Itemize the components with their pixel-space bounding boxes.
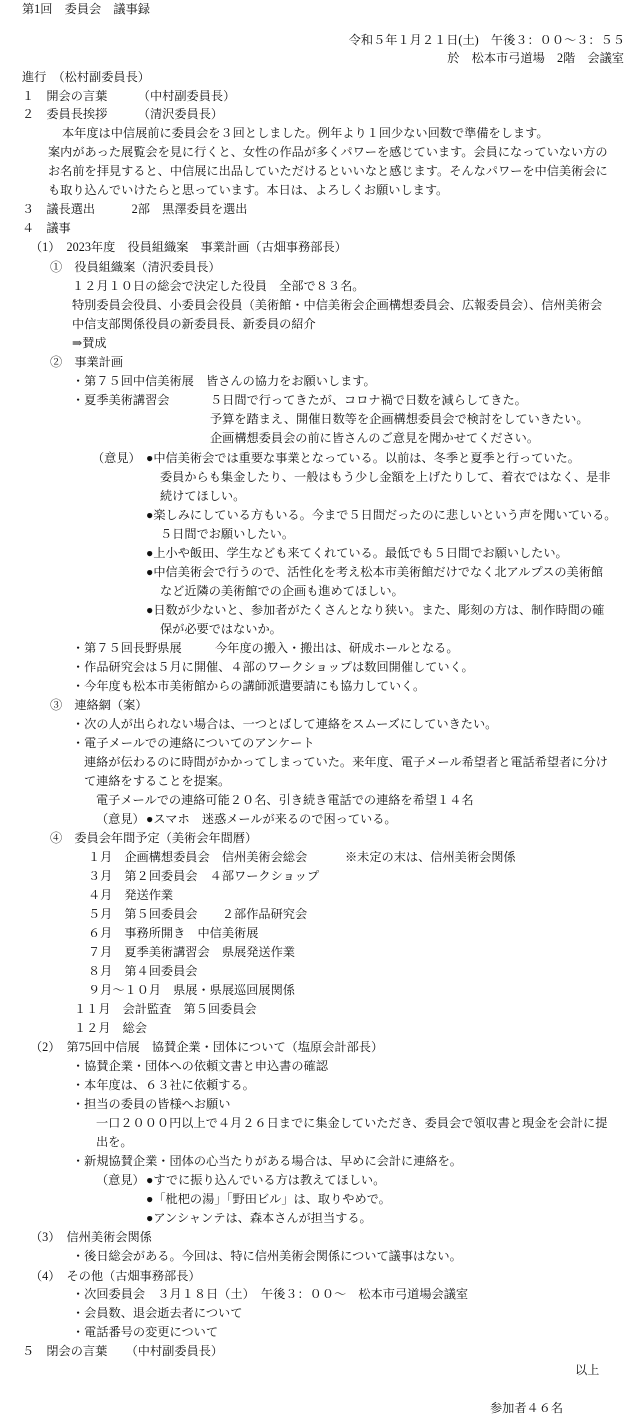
contact-line: ・次の人が出られない場合は、一つとばして連絡をスムーズにしていきたい。: [72, 717, 498, 731]
prefecture-exhibition-text: 今年度の搬入・搬出は、研成ホールとなる。: [215, 641, 459, 655]
officers-approval: ⇒賛成: [72, 336, 107, 350]
sponsor-opinion-label: （意見）: [96, 1173, 145, 1187]
plan-opinion-cont: 続けてほしい。: [160, 489, 246, 503]
calendar-row: [74, 1021, 147, 1035]
calendar-events: 県展・県展巡回展関係: [173, 983, 295, 997]
other-line: ・次回委員会 ３月１８日（土） 午後３：００～ 松本市弓道場会議室: [72, 1287, 469, 1301]
contact-opinion-label: （意見）: [96, 812, 145, 826]
sponsor-new-line: ・新規協賛企業・団体の心当たりがある場合は、早めに会計に連絡を。: [72, 1154, 462, 1168]
greeting-line: お名前を拝見すると、中信展に出品していただけるといいなと感じます。そんなパワーを中信美術会に: [48, 164, 608, 178]
plan-exhibition: ・第７５回中信美術展 皆さんの協力をお願いします。: [72, 374, 376, 388]
contact-survey-line: 連絡が伝わるのに時間がかかってしまっていた。来年度、電子メール希望者と電話希望者に分け: [84, 755, 608, 769]
plan-opinion-cont: 保が必要ではないか。: [160, 622, 282, 636]
plan-line: ・作品研究会は５月に開催、４部のワークショップは数回開催していく。: [72, 660, 474, 674]
calendar-events: 夏季美術講習会 県展発送作業: [124, 945, 295, 959]
association-line: ・後日総会がある。今回は、特に信州美術会関係について議事はない。: [72, 1249, 462, 1263]
calendar-month: １１月: [74, 1002, 111, 1016]
agenda-part2-heading: （2） 第75回中信展 協賛企業・団体について（塩原会計部長）: [30, 1040, 384, 1054]
calendar-events: 第２回委員会 ４部ワークショップ: [124, 869, 320, 883]
officers-heading: ① 役員組織案（清沢委員長）: [50, 260, 221, 274]
plan-opinion: ●日数が少ないと、参加者がたくさんとなり狭い。また、彫刻の方は、制作時間の確: [146, 603, 605, 617]
calendar-month: ７月: [88, 945, 113, 959]
plan-line: ・今年度も松本市美術館からの講師派遣要請にも協力していく。: [72, 679, 426, 693]
contact-line: ・電子メールでの連絡についてのアンケート: [72, 736, 315, 750]
calendar-row: [88, 869, 319, 883]
calendar-events: 会計監査 第５回委員会: [122, 1002, 257, 1016]
calendar-month: ３月: [88, 869, 113, 883]
plan-opinion-cont: など近隣の美術館での企画も進めてほしい。: [160, 584, 404, 598]
officers-line: 中信支部関係役員の新委員長、新委員の紹介: [72, 317, 316, 331]
plan-opinion-cont: ５日間でお願いしたい。: [160, 527, 295, 541]
meeting-date: 令和５年１月２１日(土) 午後３：００～３：５５: [348, 33, 625, 47]
sponsor-request-line: 一口２０００円以上で４月２６日までに集金していただき、委員会で領収書と現金を会計に提: [96, 1116, 608, 1130]
plan-opinion: ●中信美術会で行うので、活性化を考え松本市美術館だけでなく北アルプスの美術館: [146, 565, 604, 579]
document-title: 第1回 委員会 議事録: [22, 2, 150, 16]
calendar-events: 第５回委員会 ２部作品研究会: [124, 907, 308, 921]
greeting-heading: ２ 委員長挨拶 （清沢委員長）: [22, 107, 224, 121]
plan-opinion: ●上小や飯田、学生なども来てくれている。最低でも５日間でお願いしたい。: [146, 546, 568, 560]
other-line: ・会員数、退会逝去者について: [72, 1306, 243, 1320]
contact-opinion: ●スマホ 迷惑メールが来るので困っている。: [146, 812, 397, 826]
sponsor-request-line: 出を。: [96, 1135, 133, 1149]
contact-survey-result: 電子メールでの連絡可能２０名、引き続き電話での連絡を希望１４名: [96, 793, 474, 807]
facilitator: 進行 （松村副委員長）: [22, 70, 150, 84]
calendar-note: ※未定の末は、信州美術会関係: [345, 850, 516, 864]
attendee-count: 参加者４６名: [490, 1401, 564, 1415]
calendar-month: ４月: [88, 888, 113, 902]
end-mark: 以上: [575, 1363, 600, 1377]
calendar-events: 第４回委員会: [124, 964, 198, 978]
contact-heading: ③ 連絡網（案）: [50, 698, 148, 712]
sponsor-line: ・本年度は、６３社に依頼する。: [72, 1078, 255, 1092]
plan-opinion: ●楽しみにしている方もいる。今まで５日間だったのに悲しいという声を聞いている。: [146, 508, 617, 522]
calendar-row: [88, 907, 307, 921]
calendar-row: [88, 945, 295, 959]
calendar-month: ８月: [88, 964, 113, 978]
greeting-line: 案内があった展覧会を見に行くと、女性の作品が多くパワーを感じています。会員になっていない方の: [48, 145, 608, 159]
greeting-line: も取り込んでいけたらと思っています。本日は、よろしくお願いします。: [48, 183, 449, 197]
calendar-month: １２月: [74, 1021, 111, 1035]
calendar-row: [74, 1002, 257, 1016]
prefecture-exhibition-label: ・第７５回長野県展: [72, 641, 182, 655]
calendar-events: 発送作業: [124, 888, 174, 902]
agenda-part3-heading: （3） 信州美術会関係: [30, 1230, 152, 1244]
sponsor-opinion: ●アンシャンテは、森本さんが担当する。: [146, 1211, 372, 1225]
closing-item: ５ 閉会の言葉 （中村副委員長）: [22, 1344, 224, 1358]
summer-course-line: 予算を踏まえ、開催日数等を企画構想委員会で検討をしていきたい。: [210, 412, 589, 426]
plan-opinion-cont: 委員からも集金したり、一般はもう少し金額を上げたりして、着衣ではなく、是非: [160, 470, 611, 484]
calendar-month: １月: [88, 850, 113, 864]
calendar-heading: ④ 委員会年間予定（美術会年間暦）: [50, 831, 258, 845]
sponsor-opinion: ●「枇杷の湯」「野田ビル」は、取りやめで。: [146, 1192, 391, 1206]
greeting-line: 本年度は中信展前に委員会を３回としました。例年より１回少ない回数で準備をします。: [62, 126, 549, 140]
plan-heading: ② 事業計画: [50, 355, 124, 369]
sponsor-line: ・協賛企業・団体への依頼文書と申込書の確認: [72, 1059, 328, 1073]
calendar-row: [88, 850, 307, 864]
contact-survey-line: て連絡をすることを提案。: [84, 774, 231, 788]
calendar-row: [88, 888, 173, 902]
calendar-events: 企画構想委員会 信州美術会総会: [124, 850, 308, 864]
agenda-part1-heading: （1） 2023年度 役員組織案 事業計画（古畑事務部長）: [30, 240, 347, 254]
other-line: ・電話番号の変更について: [72, 1325, 219, 1339]
officers-line: 特別委員会役員、小委員会役員（美術館・中信美術会企画構想委員会、広報委員会）、信州美術会: [72, 298, 603, 312]
summer-course-label: ・夏季美術講習会: [72, 393, 170, 407]
summer-course-line: 企画構想委員会の前に皆さんのご意見を聞かせてください。: [210, 431, 540, 445]
summer-course-line: ５日間で行ってきたが、コロナ禍で日数を減らしてきた。: [210, 393, 527, 407]
chair-election: ３ 議長選出 2部 黒澤委員を選出: [22, 202, 248, 216]
agenda-heading: ４ 議事: [22, 221, 71, 235]
calendar-row: [88, 964, 198, 978]
calendar-month: ６月: [88, 926, 113, 940]
plan-opinions-label: （意見）: [92, 451, 141, 465]
calendar-events: 事務所開き 中信美術展: [124, 926, 259, 940]
calendar-month: ５月: [88, 907, 113, 921]
calendar-month: ９月～１０月: [88, 983, 162, 997]
sponsor-opinion: ●すでに振り込んでいる方は教えてほしい。: [146, 1173, 386, 1187]
opening-item: １ 開会の言葉 （中村副委員長）: [22, 89, 236, 103]
sponsor-line: ・担当の委員の皆様へお願い: [72, 1097, 231, 1111]
plan-opinion: ●中信美術会では重要な事業となっている。以前は、冬季と夏季と行っていた。: [146, 451, 580, 465]
meeting-venue: 於 松本市弓道場 2階 会議室: [447, 51, 624, 65]
calendar-row: [88, 983, 295, 997]
agenda-part4-heading: （4） その他（古畑事務部長）: [30, 1269, 201, 1283]
calendar-row: [88, 926, 258, 940]
officers-line: １２月１０日の総会で決定した役員 全部で８３名。: [72, 279, 365, 293]
calendar-events: 総会: [122, 1021, 147, 1035]
